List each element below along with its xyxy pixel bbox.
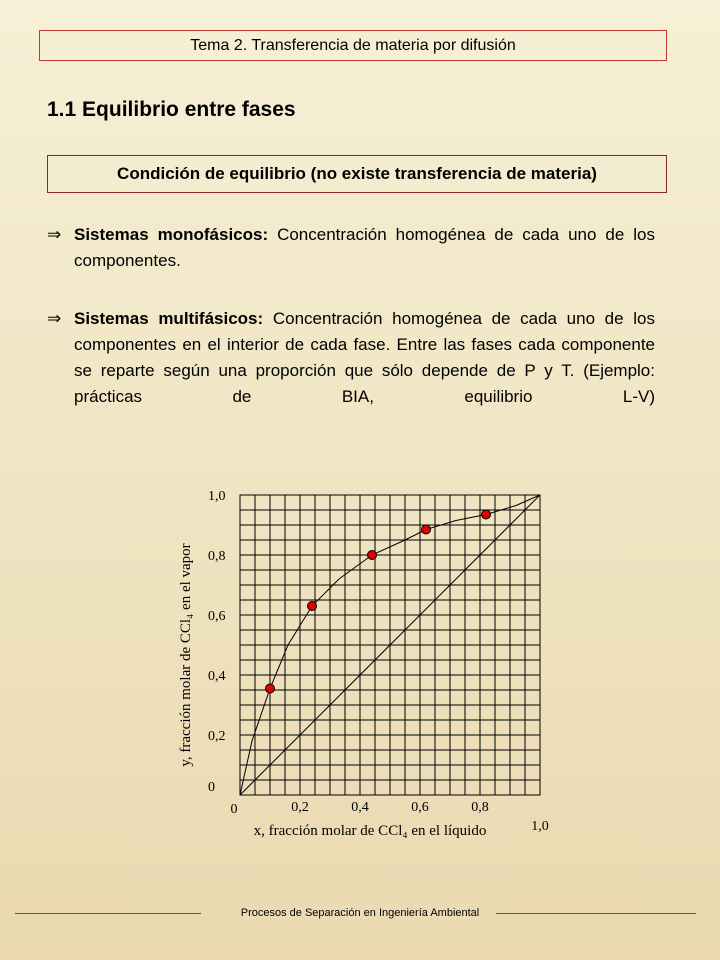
section-title: 1.1 Equilibrio entre fases [47, 98, 296, 121]
y-axis-label: y, fracción molar de CCl₄ en el vapor [178, 543, 194, 767]
y-tick-label: 0,4 [208, 669, 226, 684]
y-tick-label: 0,2 [208, 729, 226, 744]
footer-text: Procesos de Separación en Ingeniería Ambiental [237, 907, 484, 919]
bullet-monofasicos [47, 222, 655, 300]
bullet-description: Concentración homogénea de cada uno de los componentes en el interior de cada fase. Entre las fases cada componente se reparte según una proporción que sólo depende de P y T. (Ejemplo: prácticas de BIA, equilibrio L-V) [74, 309, 655, 406]
bullet-text [47, 306, 655, 436]
y-tick-label: 1,0 [208, 489, 226, 504]
x-tick-label: 0,8 [471, 800, 489, 815]
x-axis-label: x, fracción molar de CCl₄ en el líquido [253, 823, 487, 839]
footer [0, 907, 720, 919]
data-point [422, 525, 431, 534]
y-tick-label: 0,6 [208, 609, 226, 624]
data-point [368, 551, 377, 560]
implies-arrow-icon: ⇒ [47, 225, 62, 244]
y-tick-label: 0 [208, 780, 215, 795]
data-point [308, 602, 317, 611]
y-tick-label: 0,8 [208, 549, 226, 564]
data-point [266, 684, 275, 693]
bullet-text [47, 222, 655, 300]
bullet-term: Sistemas multifásicos: [74, 309, 264, 328]
condition-box [47, 155, 667, 193]
header-title: Tema 2. Transferencia de materia por difusión [190, 36, 516, 54]
x-tick-label: 0,2 [291, 800, 309, 815]
x-tick-label: 0,6 [411, 800, 429, 815]
bullet-description: Concentración homogénea de cada uno de los componentes. [74, 225, 655, 270]
implies-arrow-icon: ⇒ [47, 309, 62, 328]
x-tick-label: 1,0 [531, 819, 549, 834]
x-tick-label: 0,4 [351, 800, 369, 815]
bullet-multifasicos [47, 306, 655, 436]
x-tick-label: 0 [230, 802, 238, 817]
data-point [482, 510, 491, 519]
equilibrium-chart [170, 478, 570, 848]
condition-label: Condición de equilibrio (no existe transferencia de materia) [117, 164, 597, 183]
bullet-term: Sistemas monofásicos: [74, 225, 269, 244]
header-title-box [39, 30, 667, 61]
